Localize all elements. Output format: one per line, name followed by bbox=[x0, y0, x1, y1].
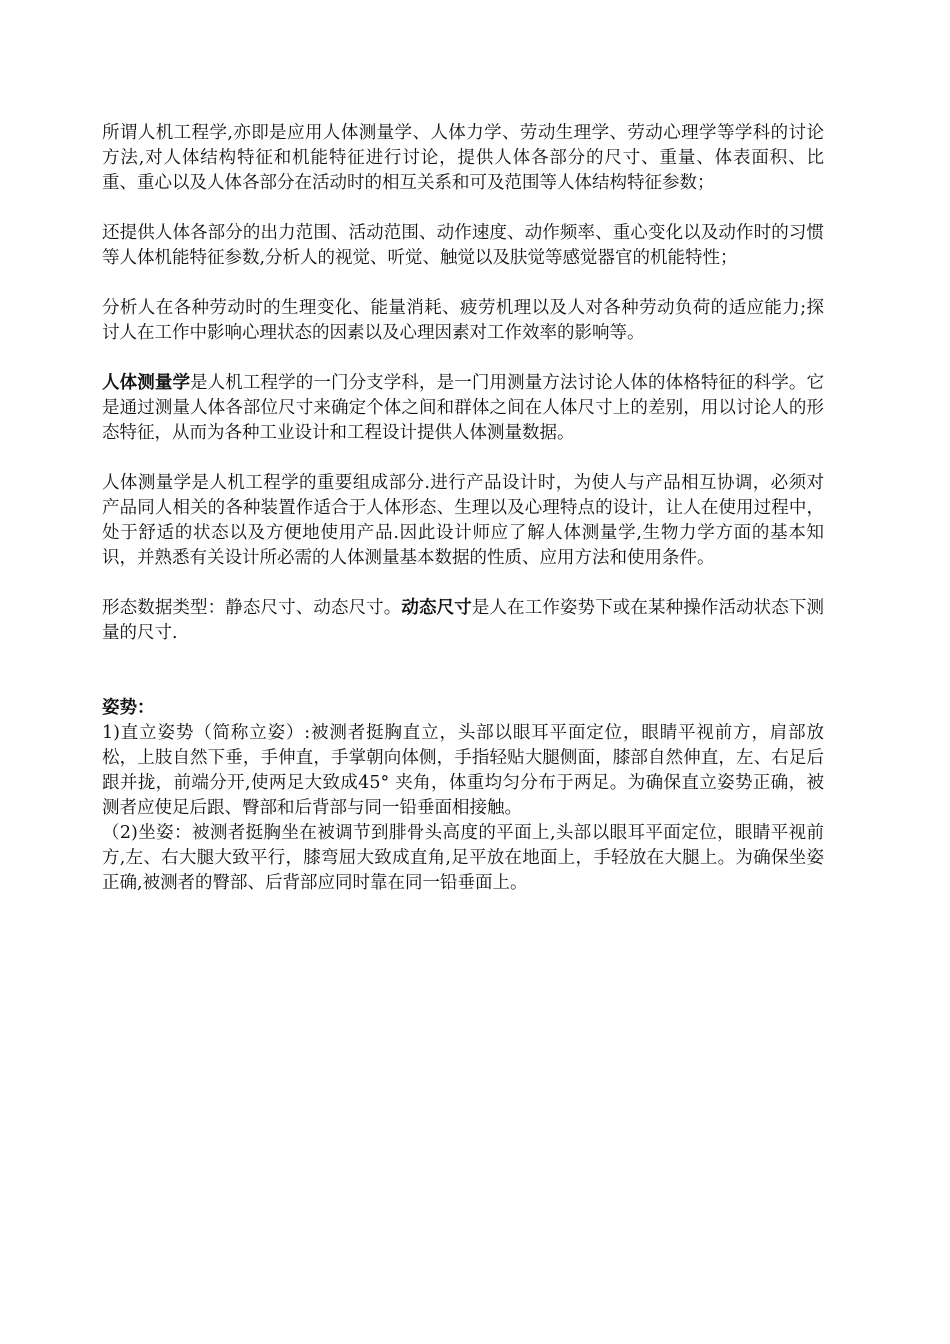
posture-standing: 1)直立姿势（简称立姿）:被测者挺胸直立，头部以眼耳平面定位，眼睛平视前方，肩部放松，上肢自然下垂，手伸直，手掌朝向体侧，手指轻贴大腿侧面，膝部自然伸直，左、右足后跟并拢，前端分开,使两足大致成45° 夹角，体重均匀分布于两足。为确保直立姿势正确，被测者应使足后跟、臀部和后背部与同一铅垂面相接触。 bbox=[102, 723, 824, 818]
paragraph-anthropometry-definition bbox=[102, 371, 824, 446]
paragraph-anthropometry-importance: 人体测量学是人机工程学的重要组成部分.进行产品设计时，为使人与产品相互协调，必须对产品同人相关的各种装置作适合于人体形态、生理以及心理特点的设计，让人在使用过程中，处于舒适的状态以及方便地使用产品.因此设计师应了解人体测量学,生物力学方面的基本知识，并熟悉有关设计所必需的人体测量基本数据的性质、应用方法和使用条件。 bbox=[102, 473, 824, 568]
paragraph-text: 是人机工程学的一门分支学科，是一门用测量方法讨论人体的体格特征的科学。它是通过测量人体各部位尺寸来确定个体之间和群体之间在人体尺寸上的差别，用以讨论人的形态特征，从而为各种工业设计和工程设计提供人体测量数据。 bbox=[102, 373, 824, 443]
paragraph-function-parameters: 还提供人体各部分的出力范围、活动范围、动作速度、动作频率、重心变化以及动作时的习惯等人体机能特征参数,分析人的视觉、听觉、触觉以及肤觉等感觉器官的机能特性； bbox=[102, 223, 824, 268]
section-gap bbox=[102, 646, 824, 696]
paragraph-ergonomics-definition: 所谓人机工程学,亦即是应用人体测量学、人体力学、劳动生理学、劳动心理学等学科的讨论方法,对人体结构特征和机能特征进行讨论，提供人体各部分的尺寸、重量、体表面积、比重、重心以及人体各部分在活动时的相互关系和可及范围等人体结构特征参数； bbox=[102, 123, 824, 193]
paragraph-gap bbox=[102, 196, 824, 221]
paragraph-text: 是人在工作姿势下或在某种操作活动状态下测量的尺寸. bbox=[102, 598, 825, 643]
term-anthropometry: 人体测量学 bbox=[102, 373, 191, 393]
paragraph-gap bbox=[102, 446, 824, 471]
posture-heading: 姿势： bbox=[102, 698, 155, 718]
paragraph-gap bbox=[102, 571, 824, 596]
document-page bbox=[102, 121, 824, 896]
term-dynamic-dimension: 动态尺寸 bbox=[401, 598, 472, 618]
paragraph-gap bbox=[102, 346, 824, 371]
paragraph-text: 形态数据类型：静态尺寸、动态尺寸。 bbox=[102, 598, 402, 618]
paragraph-physiology-psychology: 分析人在各种劳动时的生理变化、能量消耗、疲劳机理以及人对各种劳动负荷的适应能力;探讨人在工作中影响心理状态的因素以及心理因素对工作效率的影响等。 bbox=[102, 298, 824, 343]
posture-sitting: （2)坐姿：被测者挺胸坐在被调节到腓骨头高度的平面上,头部以眼耳平面定位，眼睛平视前方,左、右大腿大致平行，膝弯屈大致成直角,足平放在地面上，手轻放在大腿上。为确保坐姿正确,被测者的臀部、后背部应同时靠在同一铅垂面上。 bbox=[102, 823, 824, 893]
paragraph-data-types bbox=[102, 596, 824, 646]
paragraph-gap bbox=[102, 271, 824, 296]
